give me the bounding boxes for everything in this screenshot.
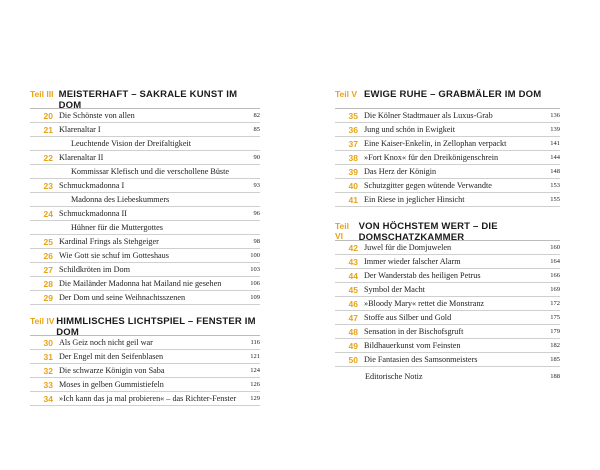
part-label: Teil IV [30, 316, 55, 326]
toc-section [30, 316, 260, 406]
page-number: 160 [550, 244, 560, 251]
entry-row [335, 109, 560, 123]
chapter-number: 48 [348, 326, 358, 337]
entry-row [335, 123, 560, 137]
chapter-number: 39 [348, 166, 358, 177]
chapter-title: Hühner für die Muttergottes [71, 223, 163, 232]
entry-row [335, 165, 560, 179]
entry-subtitle-row [30, 221, 260, 235]
chapter-number: 28 [43, 278, 53, 289]
page-number: 136 [550, 112, 560, 119]
page-number: 182 [550, 342, 560, 349]
entry-subtitle-row [30, 165, 260, 179]
part-label: Teil V [335, 89, 358, 99]
page-number: 106 [250, 280, 260, 287]
page-number: 82 [253, 112, 260, 119]
chapter-number: 46 [348, 298, 358, 309]
editorial-note-page: 188 [550, 373, 560, 380]
page-number: 126 [250, 381, 260, 388]
entry-row [30, 207, 260, 221]
chapter-title: Bildhauerkunst vom Feinsten [364, 341, 461, 350]
page-number: 155 [550, 196, 560, 203]
chapter-title: Schutzgitter gegen wütende Verwandte [364, 181, 492, 190]
chapter-title: Stoffe aus Silber und Gold [364, 313, 452, 322]
entry-row [30, 151, 260, 165]
section-header [335, 89, 560, 105]
chapter-number: 29 [43, 292, 53, 303]
entry-row [335, 193, 560, 207]
entry-row [30, 378, 260, 392]
entry-row [30, 277, 260, 291]
chapter-title: Moses in gelben Gummistiefeln [59, 380, 164, 389]
chapter-number: 40 [348, 180, 358, 191]
page-number: 103 [250, 266, 260, 273]
chapter-number: 20 [43, 110, 53, 121]
chapter-title: Juwel für die Domjuwelen [364, 243, 452, 252]
chapter-title: Die schwarze Königin von Saba [59, 366, 165, 375]
entry-row [335, 353, 560, 367]
chapter-number: 35 [348, 110, 358, 121]
chapter-number: 34 [43, 393, 53, 404]
chapter-number: 27 [43, 264, 53, 275]
toc-section [335, 221, 560, 367]
page-number: 93 [253, 182, 260, 189]
part-label: Teil III [30, 89, 54, 99]
chapter-title: Das Herz der Königin [364, 167, 437, 176]
page-number: 175 [550, 314, 560, 321]
editorial-note-title: Editorische Notiz [365, 372, 423, 381]
entry-list [30, 108, 260, 305]
chapter-title: Wie Gott sie schuf im Gotteshaus [59, 251, 169, 260]
entry-row [335, 137, 560, 151]
section-title: EWIGE RUHE – GRABMÄLER IM DOM [364, 89, 542, 100]
editorial-note-entry [365, 372, 560, 381]
part-label: Teil VI [335, 221, 350, 241]
section-spacer [30, 305, 260, 316]
chapter-title: Kardinal Frings als Stehgeiger [59, 237, 159, 246]
chapter-number: 38 [348, 152, 358, 163]
chapter-number: 41 [348, 194, 358, 205]
entry-list [335, 240, 560, 367]
chapter-number: 31 [43, 351, 53, 362]
entry-row [30, 109, 260, 123]
page-number: 169 [550, 286, 560, 293]
chapter-title: »Ich kann das ja mal probieren« – das Richter-Fenster [59, 394, 237, 403]
chapter-title: Schmuckmadonna II [59, 209, 127, 218]
chapter-title: Symbol der Macht [364, 285, 425, 294]
chapter-title: Die Fantasien des Samsonmeisters [364, 355, 478, 364]
page-number: 98 [253, 238, 260, 245]
page-number: 116 [250, 339, 260, 346]
page-number: 148 [550, 168, 560, 175]
page-number: 100 [250, 252, 260, 259]
entry-row [335, 297, 560, 311]
chapter-number: 49 [348, 340, 358, 351]
page-number: 90 [253, 154, 260, 161]
entry-row [30, 350, 260, 364]
section-spacer [335, 207, 560, 221]
chapter-number: 45 [348, 284, 358, 295]
page-number: 96 [253, 210, 260, 217]
chapter-title: Der Wanderstab des heiligen Petrus [364, 271, 481, 280]
section-header [30, 316, 260, 338]
chapter-number: 25 [43, 236, 53, 247]
chapter-number: 44 [348, 270, 358, 281]
chapter-title: Klarenaltar II [59, 153, 104, 162]
chapter-title: Klarenaltar I [59, 125, 101, 134]
entry-row [30, 179, 260, 193]
chapter-title: Die Kölner Stadtmauer als Luxus-Grab [364, 111, 493, 120]
page-number: 124 [250, 367, 260, 374]
entry-row [335, 325, 560, 339]
entry-row [335, 255, 560, 269]
entry-list [335, 108, 560, 207]
entry-row [30, 235, 260, 249]
entry-row [30, 364, 260, 378]
page-number: 153 [550, 182, 560, 189]
toc-right-column [335, 89, 560, 367]
chapter-title: »Fort Knox« für den Dreikönigenschrein [364, 153, 499, 162]
chapter-number: 43 [348, 256, 358, 267]
chapter-title: Die Mailänder Madonna hat Mailand nie gesehen [59, 279, 222, 288]
page-number: 85 [253, 126, 260, 133]
section-title: HIMMLISCHES LICHTSPIEL – FENSTER IM DOM [56, 316, 256, 338]
chapter-title: Jung und schön in Ewigkeit [364, 125, 455, 134]
page-number: 185 [550, 356, 560, 363]
chapter-number: 32 [43, 365, 53, 376]
chapter-title: Leuchtende Vision der Dreifaltigkeit [71, 139, 192, 148]
chapter-title: Kommissar Klefisch und die verschollene Büste [71, 167, 230, 176]
section-header [335, 221, 560, 243]
entry-subtitle-row [30, 137, 260, 151]
entry-row [335, 269, 560, 283]
entry-list [30, 335, 260, 406]
chapter-title: Madonna des Liebeskummers [71, 195, 170, 204]
entry-row [30, 291, 260, 305]
entry-row [30, 336, 260, 350]
chapter-number: 42 [348, 242, 358, 253]
chapter-title: Der Dom und seine Weihnachtsszenen [59, 293, 186, 302]
page-number: 179 [550, 328, 560, 335]
toc-section [30, 89, 260, 305]
section-title: MEISTERHAFT – SAKRALE KUNST IM DOM [58, 89, 238, 111]
chapter-number: 26 [43, 250, 53, 261]
chapter-title: Ein Riese in jeglicher Hinsicht [364, 195, 465, 204]
chapter-title: Der Engel mit den Seifenblasen [59, 352, 164, 361]
chapter-title: Schildkröten im Dom [59, 265, 130, 274]
chapter-title: Eine Kaiser-Enkelin, in Zellophan verpackt [364, 139, 507, 148]
chapter-number: 33 [43, 379, 53, 390]
entry-row [335, 241, 560, 255]
entry-row [335, 283, 560, 297]
chapter-title: Schmuckmadonna I [59, 181, 125, 190]
entry-row [335, 311, 560, 325]
toc-left-column [30, 89, 260, 406]
section-header [30, 89, 260, 111]
chapter-number: 30 [43, 337, 53, 348]
entry-row [30, 263, 260, 277]
entry-row [30, 249, 260, 263]
chapter-number: 22 [43, 152, 53, 163]
chapter-number: 47 [348, 312, 358, 323]
entry-row [30, 392, 260, 406]
entry-row [30, 123, 260, 137]
section-title: VON HÖCHSTEM WERT – DIE DOMSCHATZKAMMER [358, 221, 498, 243]
page-number: 109 [250, 294, 260, 301]
page-number: 164 [550, 258, 560, 265]
page-number: 172 [550, 300, 560, 307]
chapter-title: Als Geiz noch nicht geil war [59, 338, 153, 347]
page-number: 139 [550, 126, 560, 133]
toc-section [335, 89, 560, 207]
chapter-number: 36 [348, 124, 358, 135]
chapter-number: 50 [348, 354, 358, 365]
entry-row [335, 151, 560, 165]
entry-row [335, 339, 560, 353]
page-number: 166 [550, 272, 560, 279]
page-number: 121 [250, 353, 260, 360]
page-number: 144 [550, 154, 560, 161]
chapter-number: 24 [43, 208, 53, 219]
entry-subtitle-row [30, 193, 260, 207]
page-number: 129 [250, 395, 260, 402]
chapter-title: Sensation in der Bischofsgruft [364, 327, 464, 336]
chapter-title: Die Schönste von allen [59, 111, 135, 120]
chapter-title: Immer wieder falscher Alarm [364, 257, 461, 266]
page-number: 141 [550, 140, 560, 147]
chapter-number: 23 [43, 180, 53, 191]
chapter-number: 21 [43, 124, 53, 135]
chapter-title: »Bloody Mary« rettet die Monstranz [364, 299, 485, 308]
entry-row [335, 179, 560, 193]
chapter-number: 37 [348, 138, 358, 149]
